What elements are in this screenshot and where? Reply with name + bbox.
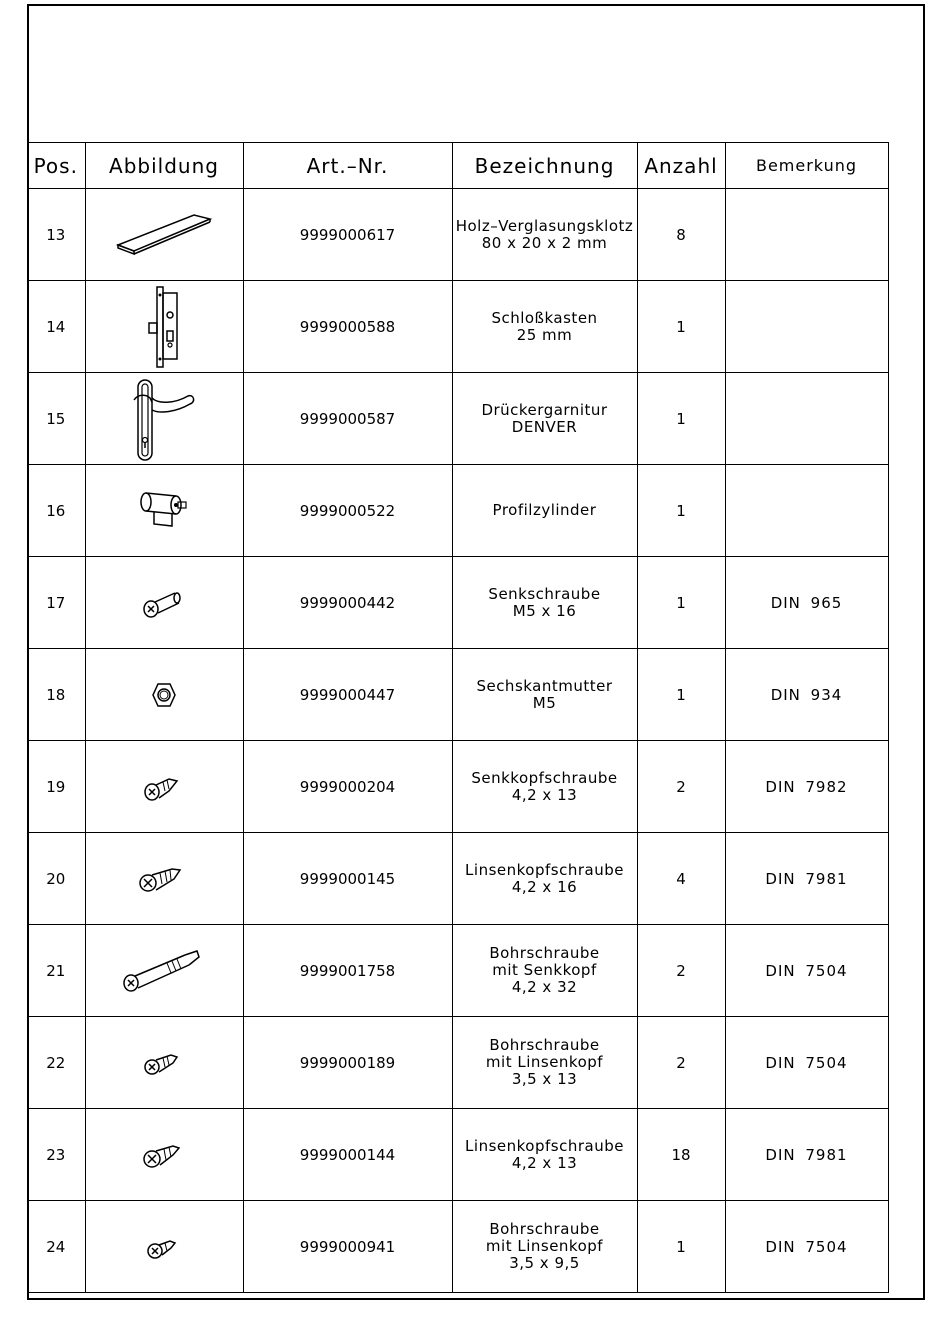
row-anzahl: 1	[637, 281, 725, 373]
row-artnr: 9999000522	[243, 465, 452, 557]
row-image	[85, 833, 243, 925]
row-bemerkung: DIN 7504	[725, 1201, 888, 1293]
row-artnr: 9999000617	[243, 189, 452, 281]
row-pos: 17	[27, 557, 85, 649]
header-artnr: Art.–Nr.	[243, 143, 452, 189]
row-anzahl: 18	[637, 1109, 725, 1201]
row-bezeichnung: Senkschraube M5 x 16	[452, 557, 637, 649]
row-pos: 22	[27, 1017, 85, 1109]
row-anzahl: 2	[637, 741, 725, 833]
table-row	[27, 833, 888, 925]
row-bemerkung: DIN 7981	[725, 1109, 888, 1201]
header-pos: Pos.	[27, 143, 85, 189]
row-pos: 14	[27, 281, 85, 373]
hex-nut-icon	[86, 675, 243, 715]
row-bezeichnung: Linsenkopfschraube 4,2 x 13	[452, 1109, 637, 1201]
table-row	[27, 189, 888, 281]
row-anzahl: 8	[637, 189, 725, 281]
row-image	[85, 557, 243, 649]
row-image	[85, 1109, 243, 1201]
table-row	[27, 373, 888, 465]
parts-table	[27, 142, 889, 1293]
row-pos: 21	[27, 925, 85, 1017]
row-pos: 15	[27, 373, 85, 465]
row-anzahl: 1	[637, 373, 725, 465]
row-artnr: 9999000204	[243, 741, 452, 833]
row-artnr: 9999000145	[243, 833, 452, 925]
row-bemerkung: DIN 7982	[725, 741, 888, 833]
header-abbildung: Abbildung	[85, 143, 243, 189]
table-row	[27, 1201, 888, 1293]
row-image	[85, 649, 243, 741]
row-artnr: 9999000588	[243, 281, 452, 373]
row-bemerkung: DIN 934	[725, 649, 888, 741]
row-anzahl: 1	[637, 1201, 725, 1293]
header-bezeichnung: Bezeichnung	[452, 143, 637, 189]
row-image	[85, 1017, 243, 1109]
row-bezeichnung: Sechskantmutter M5	[452, 649, 637, 741]
row-image	[85, 465, 243, 557]
row-bezeichnung: Profilzylinder	[452, 465, 637, 557]
row-image	[85, 1201, 243, 1293]
row-image	[85, 925, 243, 1017]
drilling-screw-pan-head-short-icon	[86, 1227, 243, 1267]
table-row	[27, 741, 888, 833]
row-bemerkung	[725, 465, 888, 557]
pan-head-screw-icon	[86, 859, 243, 899]
row-artnr: 9999000144	[243, 1109, 452, 1201]
countersunk-screw-icon	[86, 583, 243, 623]
row-image	[85, 281, 243, 373]
row-anzahl: 1	[637, 465, 725, 557]
row-pos: 18	[27, 649, 85, 741]
table-row	[27, 925, 888, 1017]
row-anzahl: 1	[637, 649, 725, 741]
table-row	[27, 1017, 888, 1109]
row-anzahl: 4	[637, 833, 725, 925]
row-bemerkung	[725, 373, 888, 465]
glazing-block-icon	[86, 205, 243, 265]
row-image	[85, 373, 243, 465]
row-bemerkung: DIN 965	[725, 557, 888, 649]
row-pos: 13	[27, 189, 85, 281]
row-artnr: 9999000447	[243, 649, 452, 741]
row-bezeichnung: Holz–Verglasungsklotz 80 x 20 x 2 mm	[452, 189, 637, 281]
row-pos: 24	[27, 1201, 85, 1293]
header-anzahl: Anzahl	[637, 143, 725, 189]
row-image	[85, 189, 243, 281]
countersunk-tapping-screw-icon	[86, 767, 243, 807]
profile-cylinder-icon	[86, 486, 243, 536]
pan-head-screw-small-icon	[86, 1135, 243, 1175]
row-pos: 16	[27, 465, 85, 557]
row-anzahl: 2	[637, 1017, 725, 1109]
header-bemerkung: Bemerkung	[725, 143, 888, 189]
row-artnr: 9999001758	[243, 925, 452, 1017]
header-row	[27, 143, 888, 189]
drilling-screw-pan-head-icon	[86, 1043, 243, 1083]
row-bezeichnung: Bohrschraube mit Linsenkopf 3,5 x 13	[452, 1017, 637, 1109]
row-artnr: 9999000587	[243, 373, 452, 465]
row-anzahl: 1	[637, 557, 725, 649]
row-anzahl: 2	[637, 925, 725, 1017]
row-bezeichnung: Bohrschraube mit Linsenkopf 3,5 x 9,5	[452, 1201, 637, 1293]
row-bemerkung: DIN 7504	[725, 1017, 888, 1109]
table-row	[27, 281, 888, 373]
row-bemerkung: DIN 7981	[725, 833, 888, 925]
row-bemerkung	[725, 281, 888, 373]
drilling-screw-countersunk-icon	[86, 943, 243, 999]
table-row	[27, 557, 888, 649]
door-handle-icon	[86, 376, 243, 462]
table-row	[27, 649, 888, 741]
row-artnr: 9999000189	[243, 1017, 452, 1109]
row-artnr: 9999000442	[243, 557, 452, 649]
row-bemerkung	[725, 189, 888, 281]
row-pos: 19	[27, 741, 85, 833]
row-artnr: 9999000941	[243, 1201, 452, 1293]
lock-case-icon	[86, 285, 243, 369]
row-bezeichnung: Schloßkasten 25 mm	[452, 281, 637, 373]
row-pos: 20	[27, 833, 85, 925]
row-bemerkung: DIN 7504	[725, 925, 888, 1017]
row-bezeichnung: Drückergarnitur DENVER	[452, 373, 637, 465]
row-pos: 23	[27, 1109, 85, 1201]
table-row	[27, 1109, 888, 1201]
table-row	[27, 465, 888, 557]
row-image	[85, 741, 243, 833]
row-bezeichnung: Bohrschraube mit Senkkopf 4,2 x 32	[452, 925, 637, 1017]
row-bezeichnung: Linsenkopfschraube 4,2 x 16	[452, 833, 637, 925]
row-bezeichnung: Senkkopfschraube 4,2 x 13	[452, 741, 637, 833]
